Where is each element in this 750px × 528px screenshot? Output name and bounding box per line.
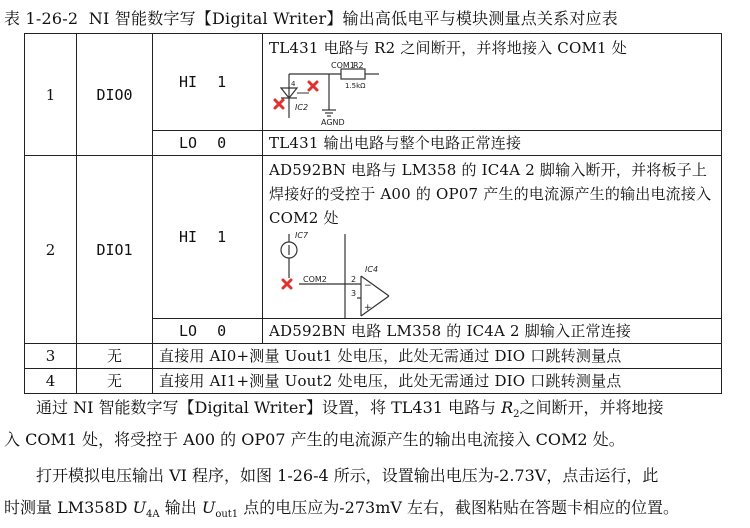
pin-label: 2 — [351, 275, 357, 284]
row-port: DIO0 — [77, 34, 153, 156]
plus-label: + — [364, 303, 372, 313]
u-symbol: U — [201, 498, 216, 517]
table-row — [25, 156, 722, 319]
row-desc: 直接用 AI1+测量 Uout2 处电压，此处无需通过 DIO 口跳转测量点 — [153, 369, 722, 394]
pin-label: 4 — [291, 80, 296, 88]
para-text: 之间断开，并将地接 — [519, 398, 664, 417]
state-label: LO — [179, 322, 198, 340]
row-desc-hi — [263, 156, 722, 319]
row-index: 4 — [25, 369, 77, 394]
u-subscript: out1 — [215, 509, 239, 521]
break-mark-icon — [283, 280, 291, 288]
ic4-label: IC4 — [365, 265, 379, 274]
row-index: 2 — [25, 156, 77, 344]
para-text: 输出 — [159, 498, 202, 517]
relation-table — [24, 33, 722, 394]
r-subscript: 2 — [513, 409, 520, 421]
state-value: 0 — [217, 322, 227, 340]
u-subscript: 4A — [146, 509, 160, 521]
row-index: 1 — [25, 34, 77, 156]
para-text: 点的电压应为-273mV 左右，截图粘贴在答题卡相应的位置。 — [238, 498, 680, 517]
table-row — [25, 369, 722, 394]
r-symbol: R — [501, 398, 514, 417]
state-label: HI — [179, 73, 198, 91]
state-label: HI — [179, 228, 198, 246]
state-label: LO — [179, 134, 198, 152]
row-state-lo — [153, 131, 263, 156]
paragraph-1-line-1 — [4, 396, 746, 427]
caption-number: 表 1-26-2 — [4, 9, 79, 28]
break-mark-icon — [309, 82, 317, 90]
state-value: 0 — [217, 134, 227, 152]
table-row — [25, 344, 722, 369]
row-desc-lo: TL431 输出电路与整个电路正常连接 — [263, 131, 722, 156]
paragraph-2-line-1: 打开模拟电压输出 VI 程序，如图 1-26-4 所示，设置输出电压为-2.73V，点击运行，此 — [36, 466, 659, 485]
row-desc-lo: AD592BN 电路 LM358 的 IC4A 2 脚输入正常连接 — [263, 319, 722, 344]
ic7-label: IC7 — [295, 232, 309, 240]
minus-label: − — [364, 281, 372, 291]
row-desc-hi — [263, 34, 722, 131]
paragraph-2-line-2 — [4, 496, 746, 527]
com1-label: COM1 — [331, 62, 355, 70]
table-row — [25, 34, 722, 131]
paragraph-1-line-2: 入 COM1 处，将受控于 A00 的 OP07 产生的电流源产生的输出电流接入 COM2 处。 — [4, 430, 625, 449]
row-state-hi — [153, 34, 263, 131]
table-caption — [4, 6, 748, 29]
row-port: 无 — [77, 344, 153, 369]
state-value: 1 — [217, 228, 227, 246]
r2-value: 1.5kΩ — [345, 82, 366, 90]
break-mark-icon — [275, 100, 283, 108]
caption-title: NI 智能数字写【Digital Writer】输出高低电平与模块测量点关系对应表 — [88, 9, 618, 28]
r2-label: R2 — [353, 62, 364, 70]
desc-text: TL431 电路与 R2 之间断开，并将地接入 COM1 处 — [269, 39, 627, 57]
desc-text: AD592BN 电路与 LM358 的 IC4A 2 脚输入断开，并将板子上焊接好的受控于 A00 的 OP07 产生的电流源产生的输出电流接入 COM2 处 — [269, 161, 712, 227]
resistor-r2-symbol — [341, 69, 365, 79]
para-text: 通过 NI 智能数字写【Digital Writer】设置，将 TL431 电路与 — [36, 398, 502, 417]
circuit-diagram-tl431 — [269, 62, 399, 126]
ic2-label: IC2 — [295, 103, 309, 112]
row-port: 无 — [77, 369, 153, 394]
row-state-lo — [153, 319, 263, 344]
para-text: 时测量 LM358D — [4, 498, 133, 517]
state-value: 1 — [217, 73, 227, 91]
circuit-diagram-ad592 — [269, 232, 399, 318]
row-state-hi — [153, 156, 263, 319]
agnd-label: AGND — [321, 118, 345, 126]
row-port: DIO1 — [77, 156, 153, 344]
u-symbol: U — [132, 498, 147, 517]
row-desc: 直接用 AI0+测量 Uout1 处电压，此处无需通过 DIO 口跳转测量点 — [153, 344, 722, 369]
com2-label: COM2 — [303, 275, 327, 284]
row-index: 3 — [25, 344, 77, 369]
pin-label: 3 — [351, 289, 357, 298]
